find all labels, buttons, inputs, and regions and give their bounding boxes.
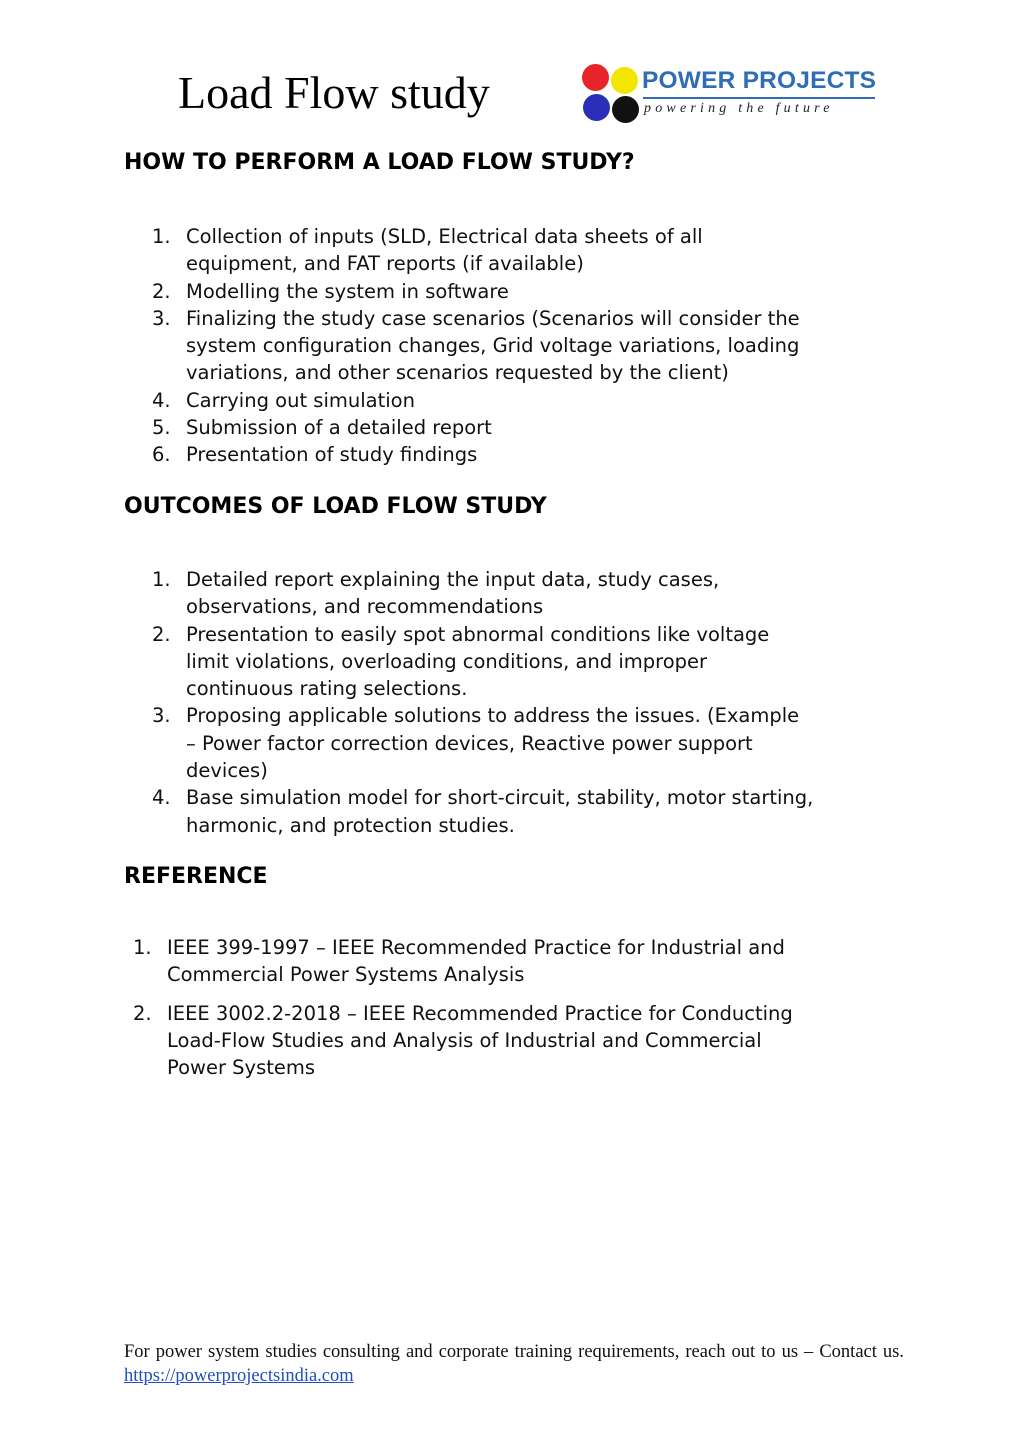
list-item-line: Power Systems	[167, 1056, 316, 1080]
list-item-line: limit violations, overloading conditions, and improper	[186, 649, 708, 673]
list-item	[152, 223, 912, 278]
list-item-line: Finalizing the study case scenarios (Scenarios will consider the	[186, 306, 800, 330]
logo-blue-dot	[583, 94, 610, 121]
list-item-number: 3.	[152, 306, 171, 330]
how-to-steps-list	[152, 223, 912, 469]
section-heading-outcomes: OUTCOMES OF LOAD FLOW STUDY	[124, 494, 547, 519]
website-link[interactable]: https://powerprojectsindia.com	[124, 1366, 354, 1386]
list-item-line: Modelling the system in software	[186, 279, 509, 303]
list-item	[152, 387, 912, 414]
list-item-number: 3.	[152, 704, 171, 728]
list-item-line: Proposing applicable solutions to address the issues. (Example	[186, 704, 800, 728]
list-item	[133, 934, 903, 989]
list-item-line: Base simulation model for short-circuit, stability, motor starting,	[186, 786, 814, 810]
logo-yellow-dot	[611, 67, 638, 94]
list-item	[152, 566, 912, 621]
page-title: Load Flow study	[178, 67, 490, 118]
list-item-line: Load-Flow Studies and Analysis of Industrial and Commercial	[167, 1028, 762, 1052]
list-item	[152, 441, 912, 468]
list-item	[152, 784, 912, 839]
reference-list	[133, 934, 903, 1092]
list-item-line: Collection of inputs (SLD, Electrical data sheets of all	[186, 225, 703, 248]
list-item-line: Commercial Power Systems Analysis	[167, 963, 525, 987]
list-item	[152, 278, 912, 305]
list-item	[152, 305, 912, 387]
company-logo	[580, 63, 880, 123]
list-item-number: 1.	[152, 225, 171, 248]
list-item-line: Presentation of study findings	[186, 443, 478, 467]
footer-text: For power system studies consulting and corporate training requirements, reach out to us – Contact us.	[124, 1342, 904, 1362]
outcomes-list	[152, 566, 912, 839]
logo-divider	[643, 97, 875, 99]
list-item-number: 1.	[133, 936, 152, 959]
list-item-line: Detailed report explaining the input data, study cases,	[186, 568, 720, 591]
list-item	[152, 621, 912, 703]
list-item-number: 5.	[152, 416, 171, 440]
list-item-line: Carrying out simulation	[186, 388, 415, 412]
list-item-line: Presentation to easily spot abnormal conditions like voltage	[186, 622, 770, 646]
list-item-line: harmonic, and protection studies.	[186, 813, 515, 837]
list-item-line: equipment, and FAT reports (if available)	[186, 252, 584, 276]
list-item-line: system configuration changes, Grid voltage variations, loading	[186, 334, 800, 358]
list-item-line: devices)	[186, 759, 268, 783]
list-item	[133, 1000, 903, 1082]
list-item-number: 4.	[152, 388, 171, 412]
section-heading-reference: REFERENCE	[124, 864, 268, 889]
logo-dots-icon	[580, 63, 640, 123]
logo-tagline: powering the future	[644, 101, 834, 116]
list-item-number: 2.	[133, 1001, 152, 1025]
list-item-line: IEEE 399-1997 – IEEE Recommended Practice for Industrial and	[167, 936, 785, 959]
list-item-number: 1.	[152, 568, 171, 591]
list-item-number: 2.	[152, 622, 171, 646]
logo-red-dot	[582, 64, 609, 91]
list-item	[152, 702, 912, 784]
list-item-line: IEEE 3002.2-2018 – IEEE Recommended Practice for Conducting	[167, 1001, 793, 1025]
logo-company-name: POWER PROJECTS	[642, 67, 877, 94]
list-item-number: 4.	[152, 786, 171, 810]
logo-black-dot	[612, 96, 639, 123]
list-item-line: variations, and other scenarios requested by the client)	[186, 361, 729, 385]
list-item-number: 6.	[152, 443, 171, 467]
list-item-line: observations, and recommendations	[186, 595, 544, 619]
list-item-line: continuous rating selections.	[186, 677, 468, 701]
footer-contact	[124, 1340, 904, 1388]
list-item-number: 2.	[152, 279, 171, 303]
section-heading-how-to: HOW TO PERFORM A LOAD FLOW STUDY?	[124, 150, 635, 175]
list-item-line: Submission of a detailed report	[186, 416, 492, 440]
list-item-line: – Power factor correction devices, Reactive power support	[186, 731, 753, 755]
list-item	[152, 414, 912, 441]
